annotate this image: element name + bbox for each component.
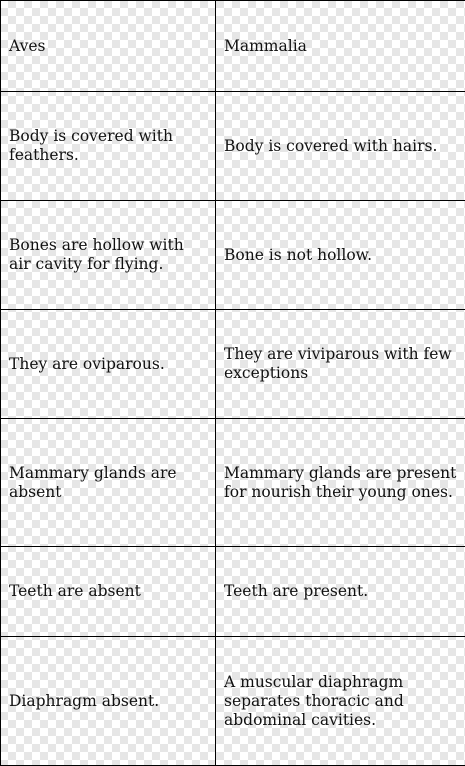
cell-mammalia: Teeth are present. [216,547,465,637]
cell-aves: Teeth are absent [1,547,216,637]
table-row [1,637,465,766]
table-row [1,419,465,547]
cell-mammalia: Bone is not hollow. [216,201,465,310]
header-cell-aves: Aves [1,1,216,92]
cell-mammalia: Body is covered with hairs. [216,92,465,201]
table-row [1,310,465,419]
table-row [1,201,465,310]
cell-aves: Body is covered with feathers. [1,92,216,201]
table-row [1,92,465,201]
cell-aves: Diaphragm absent. [1,637,216,766]
cell-mammalia: They are viviparous with few exceptions [216,310,465,419]
table-row-header [1,1,465,92]
cell-mammalia: A muscular diaphragm separates thoracic and abdominal cavities. [216,637,465,766]
header-cell-mammalia: Mammalia [216,1,465,92]
cell-aves: They are oviparous. [1,310,216,419]
cell-aves: Bones are hollow with air cavity for flying. [1,201,216,310]
table-row [1,547,465,637]
cell-mammalia: Mammary glands are present for nourish their young ones. [216,419,465,547]
cell-aves: Mammary glands are absent [1,419,216,547]
